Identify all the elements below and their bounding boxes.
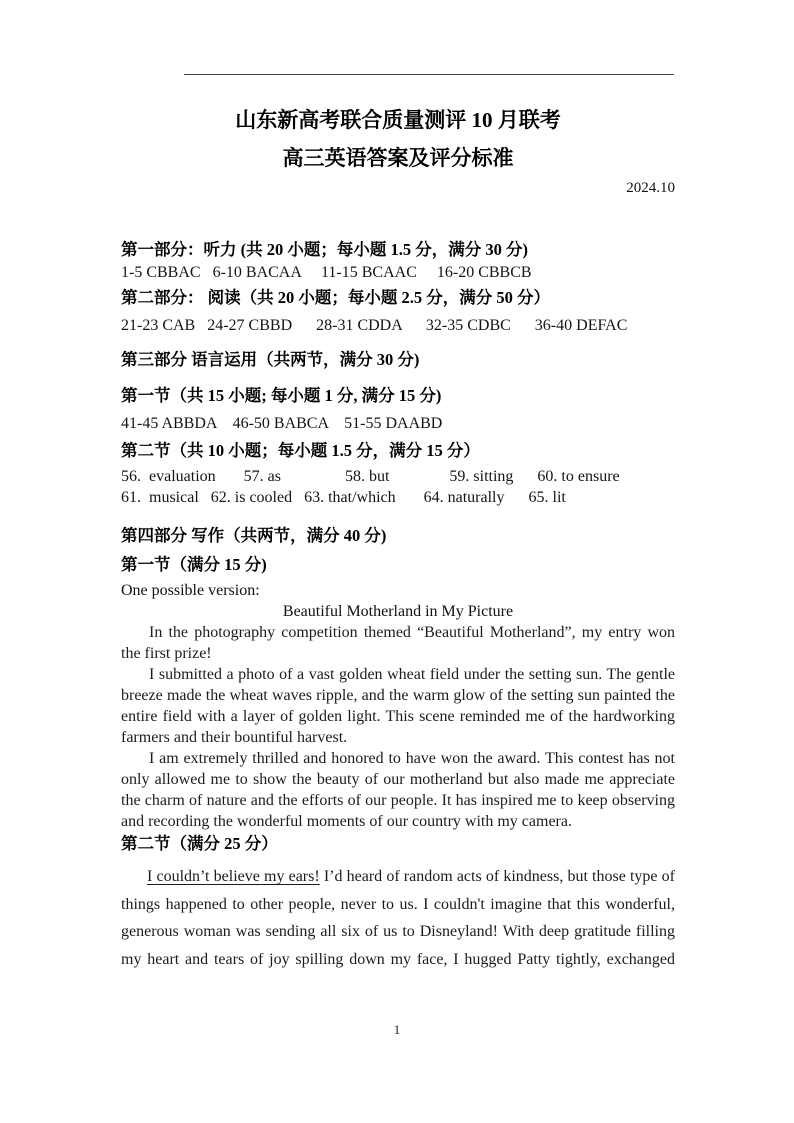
underlined-lead-sentence: I couldn’t believe my ears! xyxy=(147,868,320,885)
essay-title: Beautiful Motherland in My Picture xyxy=(282,603,514,620)
part2-heading: 第二部分： 阅读（共 20 小题；每小题 2.5 分，满分 50 分） xyxy=(121,288,550,307)
part1-heading: 第一部分：听力 (共 20 小题；每小题 1.5 分，满分 30 分) xyxy=(121,240,528,259)
continuation-text: I’d heard of random acts of kindness, but those type of things happened to other people, never to us. I couldn't imagine that this wonderful, generous woman was sending all six of us to Disneyland! With deep gratitude filling my heart and tears of joy spilling down my face, I hugged Patty tightly, exchanged xyxy=(121,868,676,968)
part3-section1-heading: 第一节（共 15 小题; 每小题 1 分, 满分 15 分) xyxy=(121,386,442,405)
part4-heading: 第四部分 写作（共两节，满分 40 分) xyxy=(121,526,387,545)
document-subtitle: 高三英语答案及评分标准 xyxy=(282,146,514,170)
document-title: 山东新高考联合质量测评 10 月联考 xyxy=(235,108,561,132)
part3-section2-heading: 第二节（共 10 小题；每小题 1.5 分，满分 15 分） xyxy=(121,441,480,460)
document-content xyxy=(121,0,675,973)
part3-heading: 第三部分 语言运用（共两节，满分 30 分) xyxy=(121,350,420,369)
essay-paragraph-3: I am extremely thrilled and honored to have won the award. This contest has not only allowed me to show the beauty of our motherland but also made me appreciate the charm of nature and the efforts of our people. It has inspired me to keep observing and recording the wonderful moments of our country with my camera. xyxy=(121,750,675,830)
part3-section2-answers-row1: 56. evaluation 57. as 58. but 59. sitting 60. to ensure xyxy=(121,468,620,485)
essay-paragraph-2: I submitted a photo of a vast golden wheat field under the setting sun. The gentle breeze made the wheat waves ripple, and the warm glow of the setting sun painted the entire field with a layer of golden light. This scene reminded me of the hardworking farmers and their bountiful harvest. xyxy=(121,666,675,746)
part1-answers: 1-5 CBBAC 6-10 BACAA 11-15 BCAAC 16-20 CBBCB xyxy=(121,264,532,281)
continuation-paragraph xyxy=(121,863,675,973)
page-number: 1 xyxy=(393,1022,401,1037)
part2-answers: 21-23 CAB 24-27 CBBD 28-31 CDDA 32-35 CDBC 36-40 DEFAC xyxy=(121,317,628,334)
part4-section2-heading: 第二节（满分 25 分） xyxy=(121,834,278,853)
possible-version-label: One possible version: xyxy=(121,582,260,599)
part3-section2-answers-row2: 61. musical 62. is cooled 63. that/which 64. naturally 65. lit xyxy=(121,489,566,506)
document-date: 2024.10 xyxy=(626,180,675,196)
essay-paragraph-1: In the photography competition themed “Beautiful Motherland”, my entry won the first prize! xyxy=(121,624,675,662)
part3-section1-answers: 41-45 ABBDA 46-50 BABCA 51-55 DAABD xyxy=(121,415,443,432)
part4-section1-heading: 第一节（满分 15 分) xyxy=(121,555,267,574)
header-rule xyxy=(184,74,674,75)
